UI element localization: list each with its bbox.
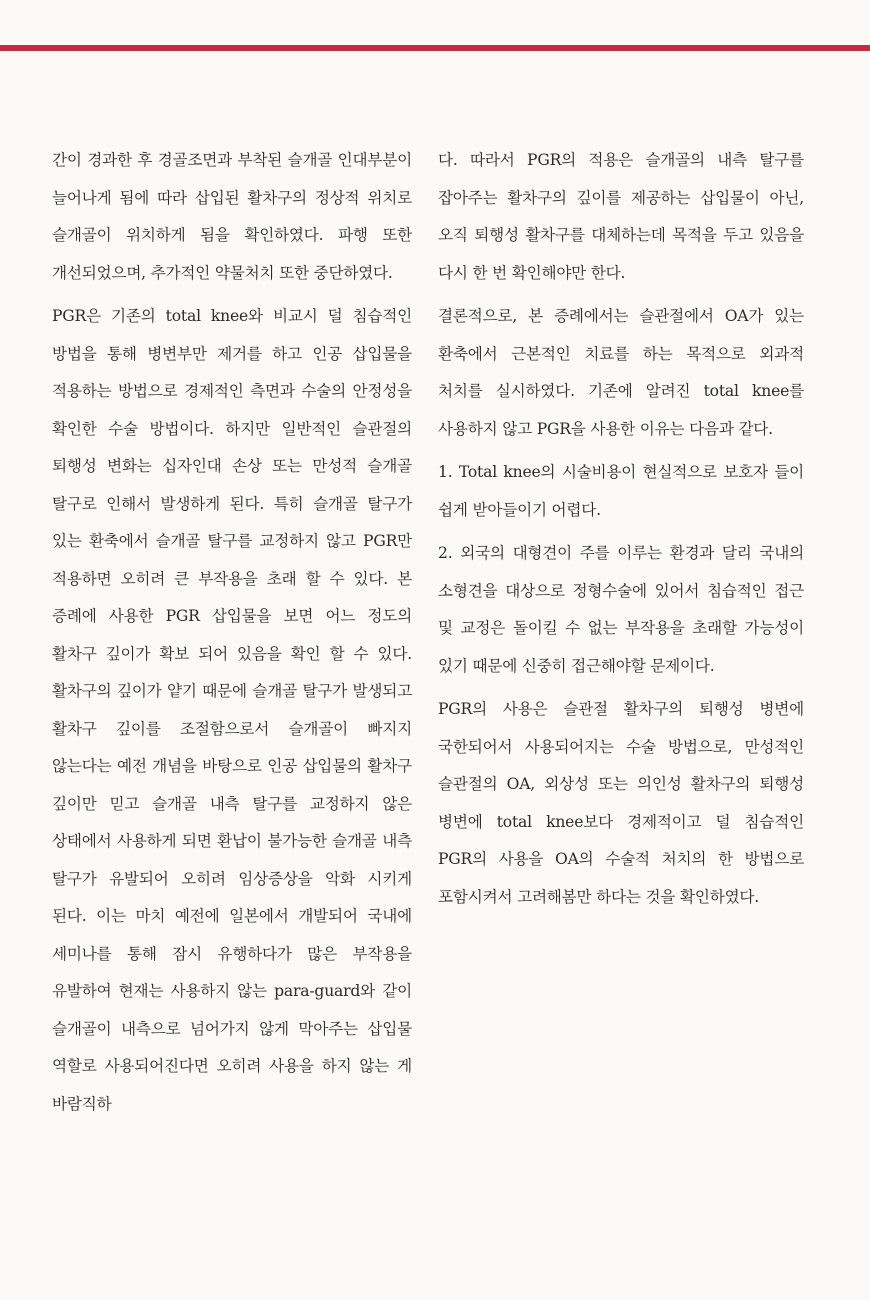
paragraph: 결론적으로, 본 증례에서는 슬관절에서 OA가 있는 환축에서 근본적인 치료를 하는 목적으로 외과적 처치를 실시하였다. 기존에 알려진 total knee를 사용하지 않고 PGR을 사용한 이유는 다음과 같다. [438,307,804,438]
paragraph: PGR의 사용은 슬관절 활차구의 퇴행성 병변에 국한되어서 사용되어지는 수술 방법으로, 만성적인 슬관절의 OA, 외상성 또는 의인성 활차구의 퇴행성 병변에 total knee보다 경제적이고 덜 침습적인 PGR의 사용을 OA의 수술적 처치의 한 방법으로 포함시켜서 고려해봄만 하다는 것을 확인하였다. [438,700,804,906]
left-column [52,142,412,1129]
list-item: 1. Total knee의 시술비용이 현실적으로 보호자 들이 쉽게 받아들이기 어렵다. [438,463,804,519]
list-item: 2. 외국의 대형견이 주를 이루는 환경과 달리 국내의 소형견을 대상으로 정형수술에 있어서 침습적인 접근 및 교정은 돌이킬 수 없는 부작용을 초래할 가능성이 있기 때문에 신중히 접근해야할 문제이다. [438,544,804,675]
paragraph: PGR은 기존의 total knee와 비교시 덜 침습적인 방법을 통해 병변부만 제거를 하고 인공 삽입물을 적용하는 방법으로 경제적인 측면과 수술의 안정성을 확인한 수술 방법이다. 하지만 일반적인 슬관절의 퇴행성 변화는 십자인대 손상 또는 만성적 슬개골 탈구로 인해서 발생하게 된다. 특히 슬개골 탈구가 있는 환축에서 슬개골 탈구를 교정하지 않고 PGR만 적용하면 오히려 큰 부작용을 초래 할 수 있다. 본 증례에 사용한 PGR 삽입물을 보면 어느 정도의 활차구 깊이가 확보 되어 있음을 확인 할 수 있다. 활차구의 깊이가 얕기 때문에 슬개골 탈구가 발생되고 활차구 깊이를 조절함으로서 슬개골이 빠지지 않는다는 예전 개념을 바탕으로 인공 삽입물의 활차구 깊이만 믿고 슬개골 내측 탈구를 교정하지 않은 상태에서 사용하게 되면 환납이 불가능한 슬개골 내측 탈구가 유발되어 오히려 임상증상을 악화 시키게 된다. 이는 마치 예전에 일본에서 개발되어 국내에 세미나를 통해 잠시 유행하다가 많은 부작용을 유발하여 현재는 사용하지 않는 para-guard와 같이 슬개골이 내측으로 넘어가지 않게 막아주는 삽입물 역할로 사용되어진다면 오히려 사용을 하지 않는 게 바람직하 [52,307,412,1113]
right-column [438,142,804,922]
paragraph: 다. 따라서 PGR의 적용은 슬개골의 내측 탈구를 잡아주는 활차구의 깊이를 제공하는 삽입물이 아닌, 오직 퇴행성 활차구를 대체하는데 목적을 두고 있음을 다시 한 번 확인해야만 한다. [438,151,804,282]
paragraph: 간이 경과한 후 경골조면과 부착된 슬개골 인대부분이 늘어나게 됨에 따라 삽입된 활차구의 정상적 위치로 슬개골이 위치하게 됨을 확인하였다. 파행 또한 개선되었으며, 추가적인 약물처치 또한 중단하였다. [52,151,412,282]
top-accent-rule [0,45,870,51]
